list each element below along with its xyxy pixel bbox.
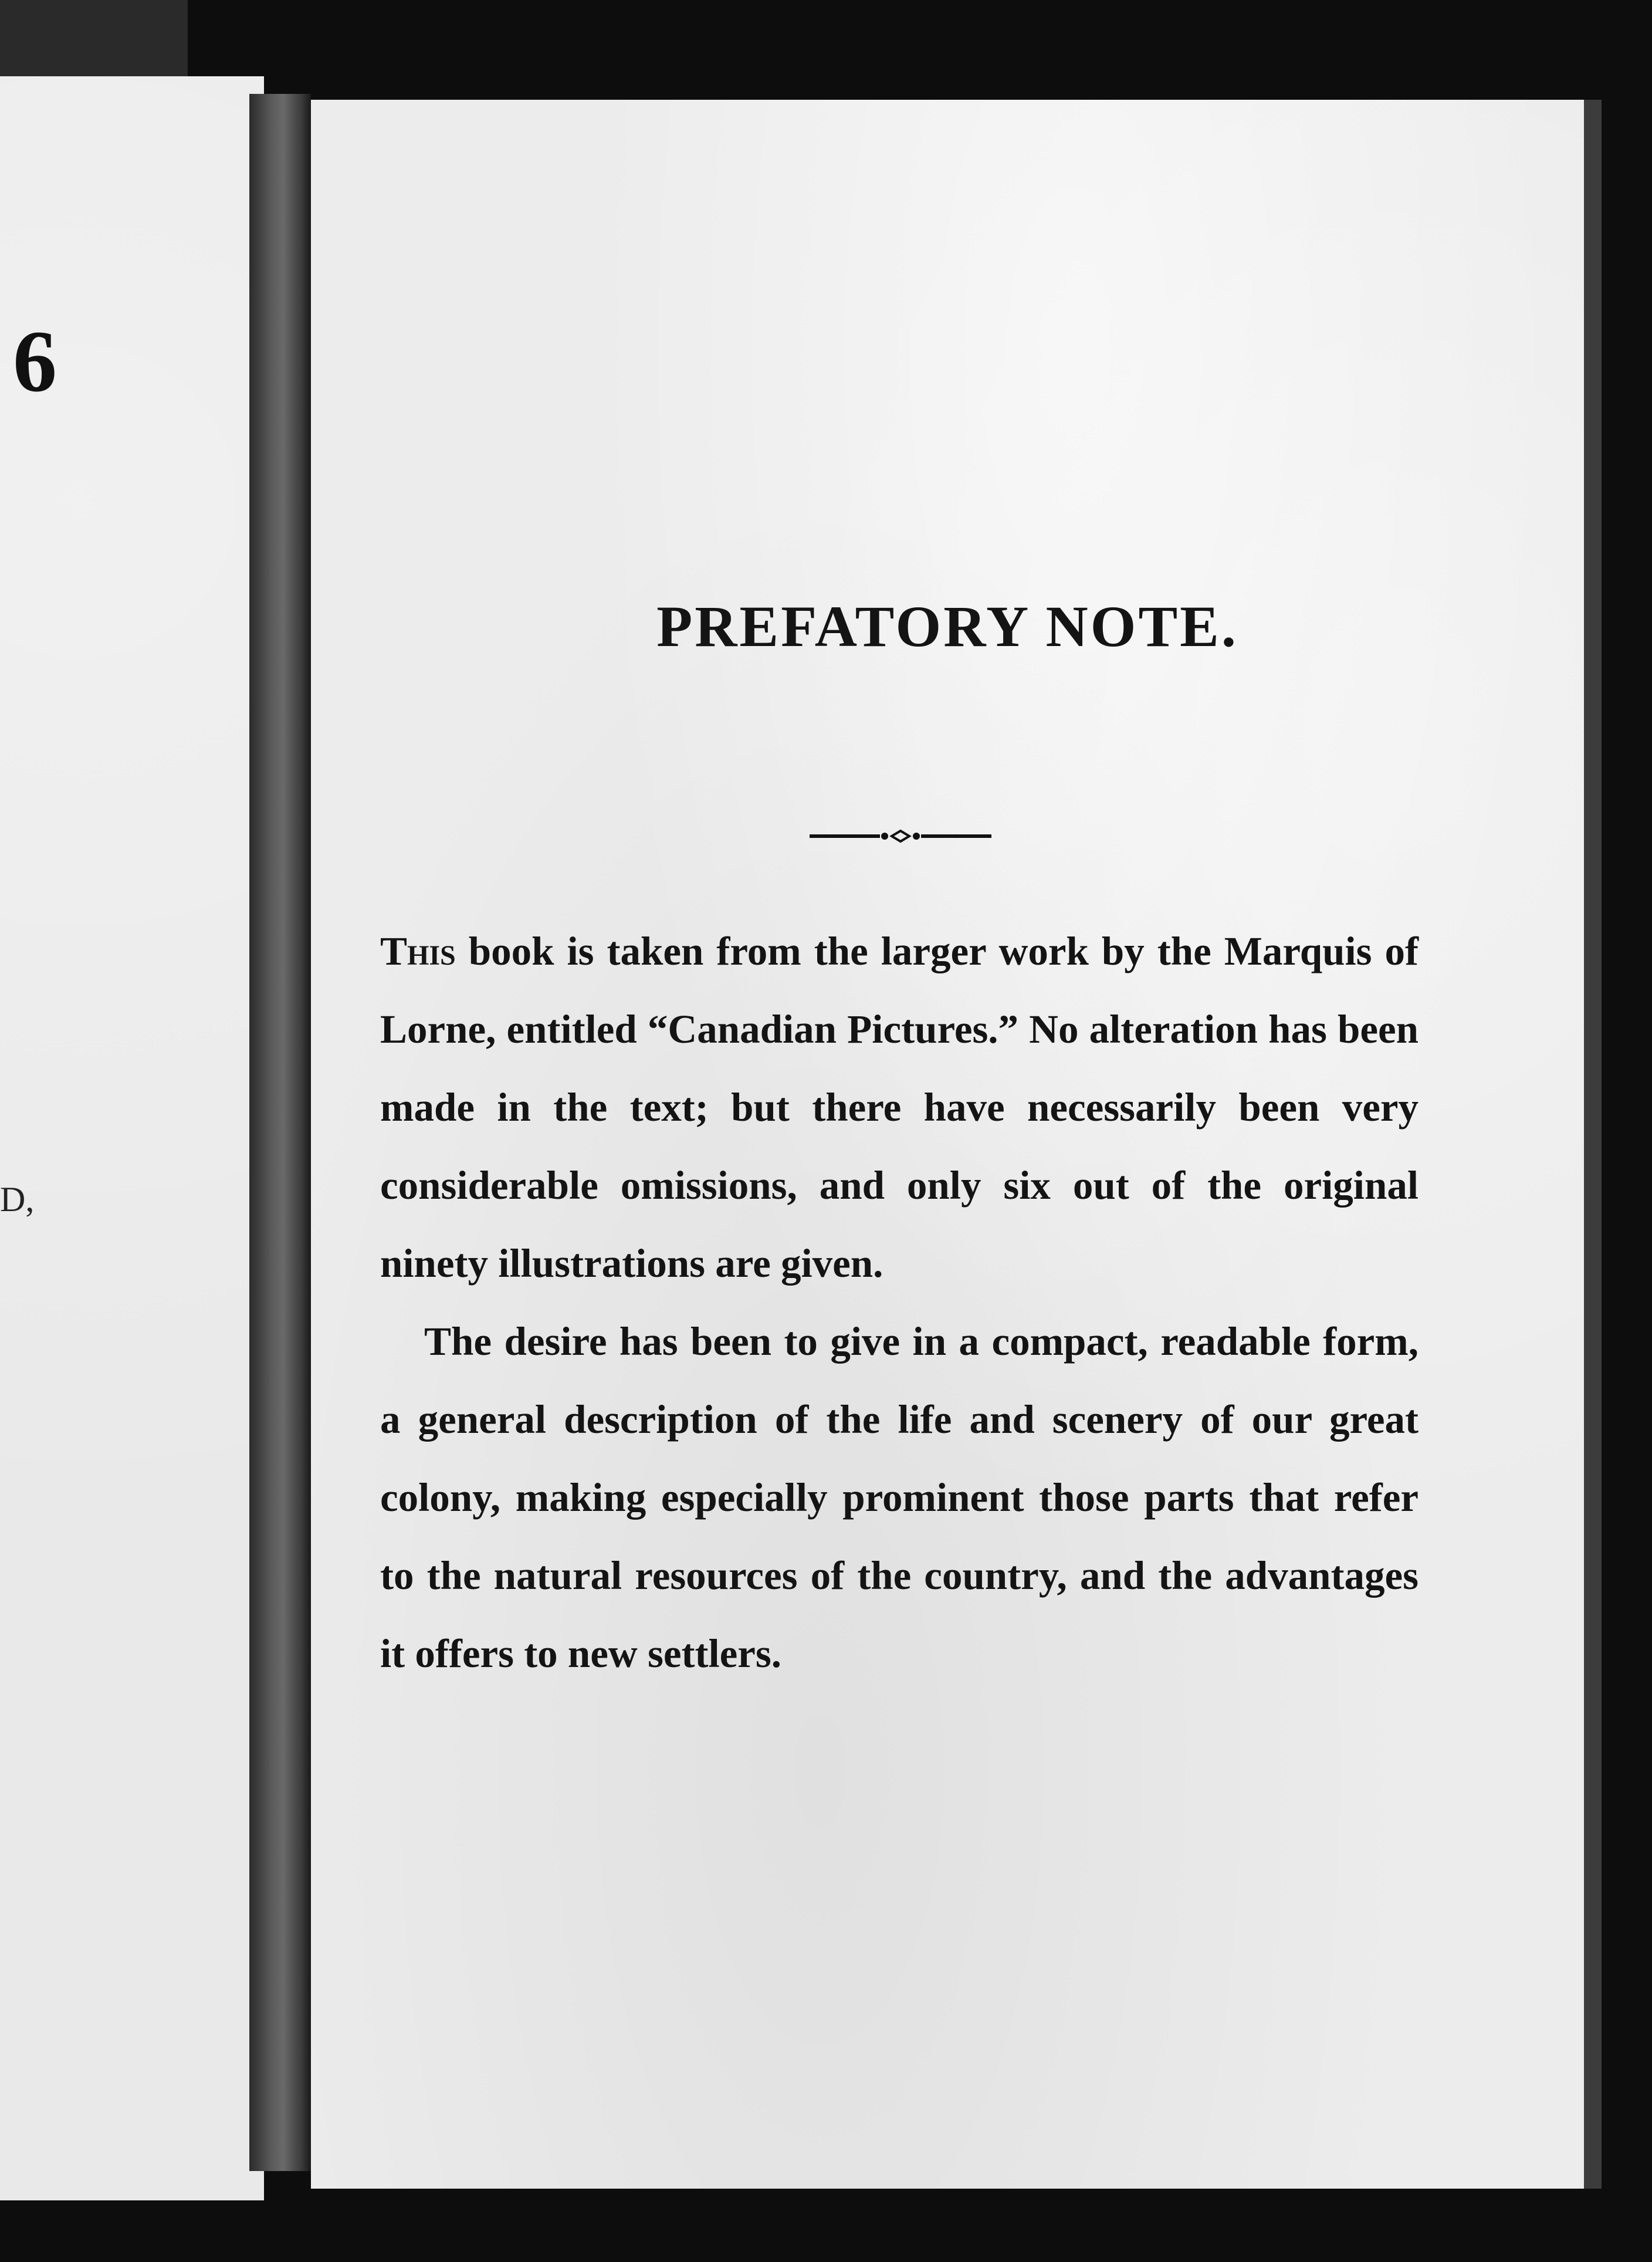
page-title: PREFATORY NOTE. <box>656 594 1238 659</box>
paragraph-1-first-word: This <box>380 929 456 973</box>
prefatory-body <box>380 912 1419 1693</box>
paragraph-1 <box>380 912 1419 1303</box>
left-page-top-edge <box>0 0 188 76</box>
paragraph-2: The desire has been to give in a compact, readable form, a general description of the life and scenery of our great colony, making especially prominent those parts that refer to the natural resources of the country, and the advantages it offers to new settlers. <box>380 1319 1419 1676</box>
page-edge <box>1584 100 1602 2189</box>
book-gutter <box>249 94 311 2171</box>
divider-ornament-icon <box>810 827 991 845</box>
margin-mark: D, <box>0 1180 35 1219</box>
page-number: 6 <box>13 313 57 410</box>
paragraph-1-text: book is taken from the larger work by the Marquis of Lorne, entitled “Canadian Pictures.” No alteration has been made in the text; but there have necessarily been very considerable omissions, and only six out of the original ninety illustrations are given. <box>380 929 1419 1286</box>
previous-page <box>0 76 264 2200</box>
document-page <box>311 100 1584 2189</box>
